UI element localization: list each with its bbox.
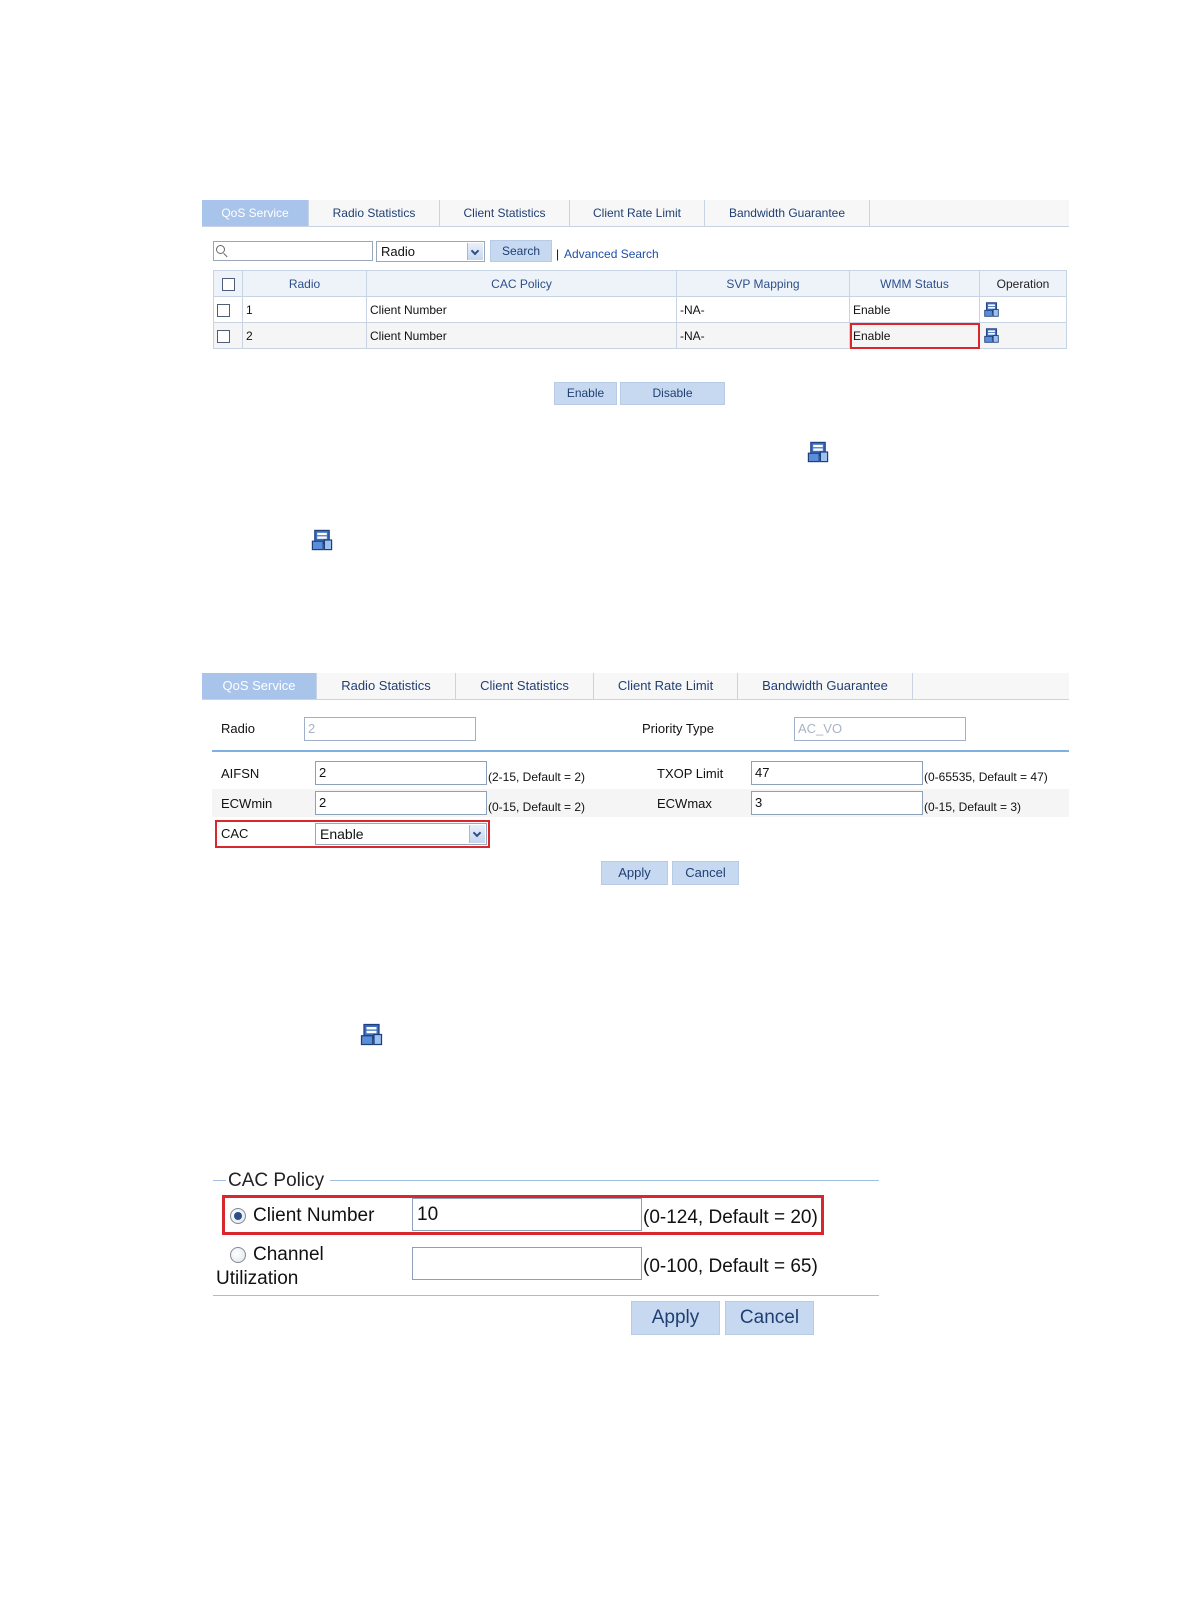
cell-cac-policy: Client Number: [367, 323, 677, 349]
ecwmax-hint: (0-15, Default = 3): [924, 800, 1022, 814]
cell-svp-mapping: -NA-: [677, 323, 850, 349]
ecwmin-input[interactable]: 2: [315, 791, 487, 815]
row-checkbox-cell: [214, 297, 243, 323]
cell-cac-policy: Client Number: [367, 297, 677, 323]
chevron-down-icon: [469, 825, 485, 843]
txop-limit-label: TXOP Limit: [657, 766, 724, 781]
col-svp-mapping: SVP Mapping: [677, 271, 850, 297]
table-row: [214, 297, 1067, 323]
search-input[interactable]: [213, 241, 373, 261]
tab-qos-service[interactable]: QoS Service: [202, 200, 309, 226]
table-header-row: [214, 271, 1067, 297]
cell-operation: [980, 323, 1067, 349]
channel-utilization-hint: (0-100, Default = 65): [643, 1256, 818, 1277]
divider: [212, 750, 1069, 752]
aifsn-input[interactable]: 2: [315, 761, 487, 785]
cell-wmm-status: Enable: [850, 297, 980, 323]
tab-client-rate-limit[interactable]: Client Rate Limit: [570, 200, 705, 226]
priority-type-field: AC_VO: [794, 717, 966, 741]
cac-label: CAC: [221, 826, 249, 841]
priority-type-label: Priority Type: [642, 721, 715, 736]
cac-select-value: Enable: [320, 826, 364, 842]
channel-utilization-label-line2: Utilization: [216, 1268, 299, 1289]
col-wmm-status: WMM Status: [850, 271, 980, 297]
cancel-button[interactable]: Cancel: [672, 861, 739, 885]
ecwmax-input[interactable]: 3: [751, 791, 923, 815]
enable-button[interactable]: Enable: [554, 382, 617, 405]
client-number-hint: (0-124, Default = 20): [643, 1207, 818, 1228]
aifsn-hint: (2-15, Default = 2): [488, 770, 586, 784]
row-checkbox[interactable]: [217, 304, 230, 317]
tab-client-statistics[interactable]: Client Statistics: [440, 200, 570, 226]
txop-limit-hint: (0-65535, Default = 47): [924, 770, 1048, 784]
select-all-cell: [214, 271, 243, 297]
table-row: [214, 323, 1067, 349]
ecwmax-label: ECWmax: [657, 796, 712, 811]
tab-radio-statistics[interactable]: Radio Statistics: [309, 200, 440, 226]
search-scope-value: Radio: [381, 244, 415, 259]
tab-client-rate-limit[interactable]: Client Rate Limit: [594, 673, 738, 699]
row-checkbox[interactable]: [217, 330, 230, 343]
tab-bandwidth-guarantee[interactable]: Bandwidth Guarantee: [738, 673, 913, 699]
radio-field: 2: [304, 717, 476, 741]
apply-button[interactable]: Apply: [631, 1301, 720, 1335]
cell-operation: [980, 297, 1067, 323]
edit-icon[interactable]: [983, 301, 1000, 318]
radio-label: Radio: [221, 721, 255, 736]
channel-utilization-input[interactable]: [412, 1247, 642, 1280]
aifsn-label: AIFSN: [221, 766, 260, 781]
cell-radio: 2: [243, 323, 367, 349]
client-number-radio[interactable]: [230, 1208, 246, 1224]
cancel-button[interactable]: Cancel: [725, 1301, 814, 1335]
channel-utilization-radio[interactable]: [230, 1247, 246, 1263]
cell-svp-mapping: -NA-: [677, 297, 850, 323]
row-checkbox-cell: [214, 323, 243, 349]
col-radio: Radio: [243, 271, 367, 297]
client-number-input[interactable]: 10: [412, 1198, 642, 1231]
edit-icon: [359, 1022, 384, 1047]
tab-bar: [202, 200, 1069, 227]
apply-button[interactable]: Apply: [601, 861, 668, 885]
advanced-search-link[interactable]: Advanced Search: [564, 247, 659, 261]
cac-policy-legend: CAC Policy: [226, 1170, 330, 1192]
search-scope-select[interactable]: [376, 241, 485, 262]
ecwmin-label: ECWmin: [221, 796, 273, 811]
disable-button[interactable]: Disable: [620, 382, 725, 405]
edit-icon: [806, 440, 830, 464]
qos-table: [213, 270, 1067, 349]
chevron-down-icon: [467, 243, 483, 260]
txop-limit-input[interactable]: 47: [751, 761, 923, 785]
edit-icon: [310, 528, 334, 552]
tab-bandwidth-guarantee[interactable]: Bandwidth Guarantee: [705, 200, 870, 226]
tab-bar: [202, 673, 1069, 700]
separator: |: [556, 247, 560, 261]
tab-qos-service[interactable]: QoS Service: [202, 673, 317, 699]
edit-icon[interactable]: [983, 327, 1000, 344]
client-number-label: Client Number: [253, 1205, 375, 1226]
tab-radio-statistics[interactable]: Radio Statistics: [317, 673, 456, 699]
cell-wmm-status: Enable: [850, 323, 980, 349]
search-icon: [216, 245, 225, 254]
col-operation: Operation: [980, 271, 1067, 297]
ecwmin-hint: (0-15, Default = 2): [488, 800, 586, 814]
select-all-checkbox[interactable]: [222, 278, 235, 291]
channel-utilization-label-line1: Channel: [253, 1244, 324, 1265]
cell-radio: 1: [243, 297, 367, 323]
cac-select[interactable]: [315, 823, 487, 845]
col-cac-policy: CAC Policy: [367, 271, 677, 297]
tab-client-statistics[interactable]: Client Statistics: [456, 673, 594, 699]
search-button[interactable]: Search: [490, 240, 552, 262]
